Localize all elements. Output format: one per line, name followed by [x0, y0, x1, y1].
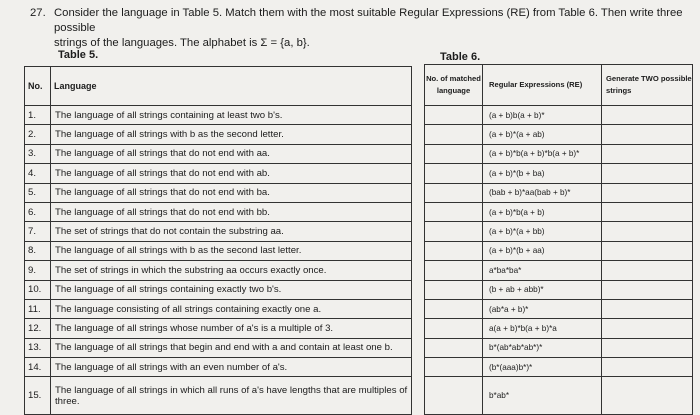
- table6-row: [425, 106, 693, 125]
- table5-caption: Table 5.: [58, 49, 99, 61]
- language-description: The set of strings that do not contain the substring aa.: [51, 222, 412, 241]
- matched-language-cell[interactable]: [425, 222, 483, 241]
- row-number: 6.: [25, 202, 51, 221]
- question-text-line2: strings of the languages. The alphabet is Σ = {a, b}.: [54, 37, 310, 49]
- regular-expression: (a + b)b(a + b)*: [483, 106, 602, 125]
- language-description: The language of all strings in which all runs of a's have lengths that are multiples of three.: [51, 377, 412, 415]
- table5-row: [25, 106, 412, 125]
- matched-language-cell[interactable]: [425, 202, 483, 221]
- language-description: The language of all strings with an even number of a's.: [51, 358, 412, 377]
- possible-strings-cell[interactable]: [602, 358, 693, 377]
- language-description: The language of all strings containing at least two b's.: [51, 106, 412, 125]
- table6-row: [425, 125, 693, 144]
- matched-language-cell[interactable]: [425, 183, 483, 202]
- possible-strings-cell[interactable]: [602, 338, 693, 357]
- table5-row: [25, 261, 412, 280]
- language-description: The language of all strings with b as the second letter.: [51, 125, 412, 144]
- table6-row: [425, 164, 693, 183]
- table6-row: [425, 299, 693, 318]
- table5-row: [25, 299, 412, 318]
- matched-language-cell[interactable]: [425, 241, 483, 260]
- matched-language-cell[interactable]: [425, 261, 483, 280]
- table6-row: [425, 338, 693, 357]
- table5-row: [25, 241, 412, 260]
- regular-expression: (a + b)*(a + ab): [483, 125, 602, 144]
- regular-expression: a(a + b)*b(a + b)*a: [483, 319, 602, 338]
- row-number: 5.: [25, 183, 51, 202]
- matched-language-cell[interactable]: [425, 164, 483, 183]
- table6-row: [425, 358, 693, 377]
- table5-header-row: [25, 67, 412, 106]
- table5-row: [25, 319, 412, 338]
- table5-row: [25, 183, 412, 202]
- row-number: 1.: [25, 106, 51, 125]
- language-description: The language of all strings that do not end with aa.: [51, 144, 412, 163]
- regular-expression: (a + b)*(a + bb): [483, 222, 602, 241]
- table6-row: [425, 377, 693, 415]
- possible-strings-cell[interactable]: [602, 222, 693, 241]
- possible-strings-cell[interactable]: [602, 202, 693, 221]
- table5-header-no: No.: [25, 67, 51, 106]
- table6-header-matched: No. of matched language: [425, 65, 483, 106]
- language-description: The language of all strings whose number of a's is a multiple of 3.: [51, 319, 412, 338]
- row-number: 3.: [25, 144, 51, 163]
- table5-row: [25, 222, 412, 241]
- table5-row: [25, 358, 412, 377]
- table6-row: [425, 183, 693, 202]
- row-number: 7.: [25, 222, 51, 241]
- regular-expression: (a + b)*b(a + b)*b(a + b)*: [483, 144, 602, 163]
- table6-body: [425, 106, 693, 415]
- possible-strings-cell[interactable]: [602, 106, 693, 125]
- table5-row: [25, 202, 412, 221]
- question-number: 27.: [30, 7, 46, 19]
- matched-language-cell[interactable]: [425, 299, 483, 318]
- table5-row: [25, 280, 412, 299]
- matched-language-cell[interactable]: [425, 338, 483, 357]
- row-number: 15.: [25, 377, 51, 415]
- regular-expression: (bab + b)*aa(bab + b)*: [483, 183, 602, 202]
- table6-row: [425, 222, 693, 241]
- table6-header-regex: Regular Expressions (RE): [483, 65, 602, 106]
- question-text-line1: Consider the language in Table 5. Match them with the most suitable Regular Expressions (RE) from Table 6. Then write three possible: [54, 7, 683, 34]
- table5-row: [25, 164, 412, 183]
- table5-body: [25, 106, 412, 415]
- table6-header-generate: Generate TWO possible strings: [602, 65, 693, 106]
- possible-strings-cell[interactable]: [602, 280, 693, 299]
- regular-expression: (a + b)*(b + aa): [483, 241, 602, 260]
- matched-language-cell[interactable]: [425, 125, 483, 144]
- possible-strings-cell[interactable]: [602, 164, 693, 183]
- language-description: The language consisting of all strings containing exactly one a.: [51, 299, 412, 318]
- table6-row: [425, 144, 693, 163]
- language-description: The language of all strings with b as the second last letter.: [51, 241, 412, 260]
- possible-strings-cell[interactable]: [602, 261, 693, 280]
- row-number: 4.: [25, 164, 51, 183]
- regular-expression: a*ba*ba*: [483, 261, 602, 280]
- regular-expression: b*ab*: [483, 377, 602, 415]
- language-description: The language of all strings that begin and end with a and contain at least one b.: [51, 338, 412, 357]
- regular-expression: b*(ab*ab*ab*)*: [483, 338, 602, 357]
- possible-strings-cell[interactable]: [602, 319, 693, 338]
- language-description: The language of all strings containing exactly two b's.: [51, 280, 412, 299]
- regular-expression: (a + b)*(b + ba): [483, 164, 602, 183]
- possible-strings-cell[interactable]: [602, 377, 693, 415]
- language-description: The language of all strings that do not end with bb.: [51, 202, 412, 221]
- table6-row: [425, 241, 693, 260]
- row-number: 14.: [25, 358, 51, 377]
- possible-strings-cell[interactable]: [602, 144, 693, 163]
- matched-language-cell[interactable]: [425, 106, 483, 125]
- row-number: 8.: [25, 241, 51, 260]
- matched-language-cell[interactable]: [425, 358, 483, 377]
- matched-language-cell[interactable]: [425, 280, 483, 299]
- row-number: 2.: [25, 125, 51, 144]
- language-description: The language of all strings that do not end with ba.: [51, 183, 412, 202]
- regular-expression: (a + b)*b(a + b): [483, 202, 602, 221]
- row-number: 13.: [25, 338, 51, 357]
- table5-row: [25, 125, 412, 144]
- table5-row: [25, 338, 412, 357]
- possible-strings-cell[interactable]: [602, 241, 693, 260]
- table5-header-language: Language: [51, 67, 412, 106]
- table6-row: [425, 280, 693, 299]
- table6: [424, 64, 693, 415]
- row-number: 10.: [25, 280, 51, 299]
- table6-row: [425, 202, 693, 221]
- row-number: 11.: [25, 299, 51, 318]
- regular-expression: (b + ab + abb)*: [483, 280, 602, 299]
- possible-strings-cell[interactable]: [602, 299, 693, 318]
- table5: [24, 66, 412, 415]
- matched-language-cell[interactable]: [425, 319, 483, 338]
- table5-row: [25, 377, 412, 415]
- regular-expression: (b*(aaa)b*)*: [483, 358, 602, 377]
- possible-strings-cell[interactable]: [602, 183, 693, 202]
- regular-expression: (ab*a + b)*: [483, 299, 602, 318]
- table6-caption: Table 6.: [440, 51, 481, 63]
- language-description: The set of strings in which the substring aa occurs exactly once.: [51, 261, 412, 280]
- matched-language-cell[interactable]: [425, 144, 483, 163]
- table6-row: [425, 261, 693, 280]
- matched-language-cell[interactable]: [425, 377, 483, 415]
- table6-header-row: [425, 65, 693, 106]
- table5-row: [25, 144, 412, 163]
- row-number: 9.: [25, 261, 51, 280]
- question: [30, 6, 698, 51]
- table6-row: [425, 319, 693, 338]
- possible-strings-cell[interactable]: [602, 125, 693, 144]
- language-description: The language of all strings that do not end with ab.: [51, 164, 412, 183]
- row-number: 12.: [25, 319, 51, 338]
